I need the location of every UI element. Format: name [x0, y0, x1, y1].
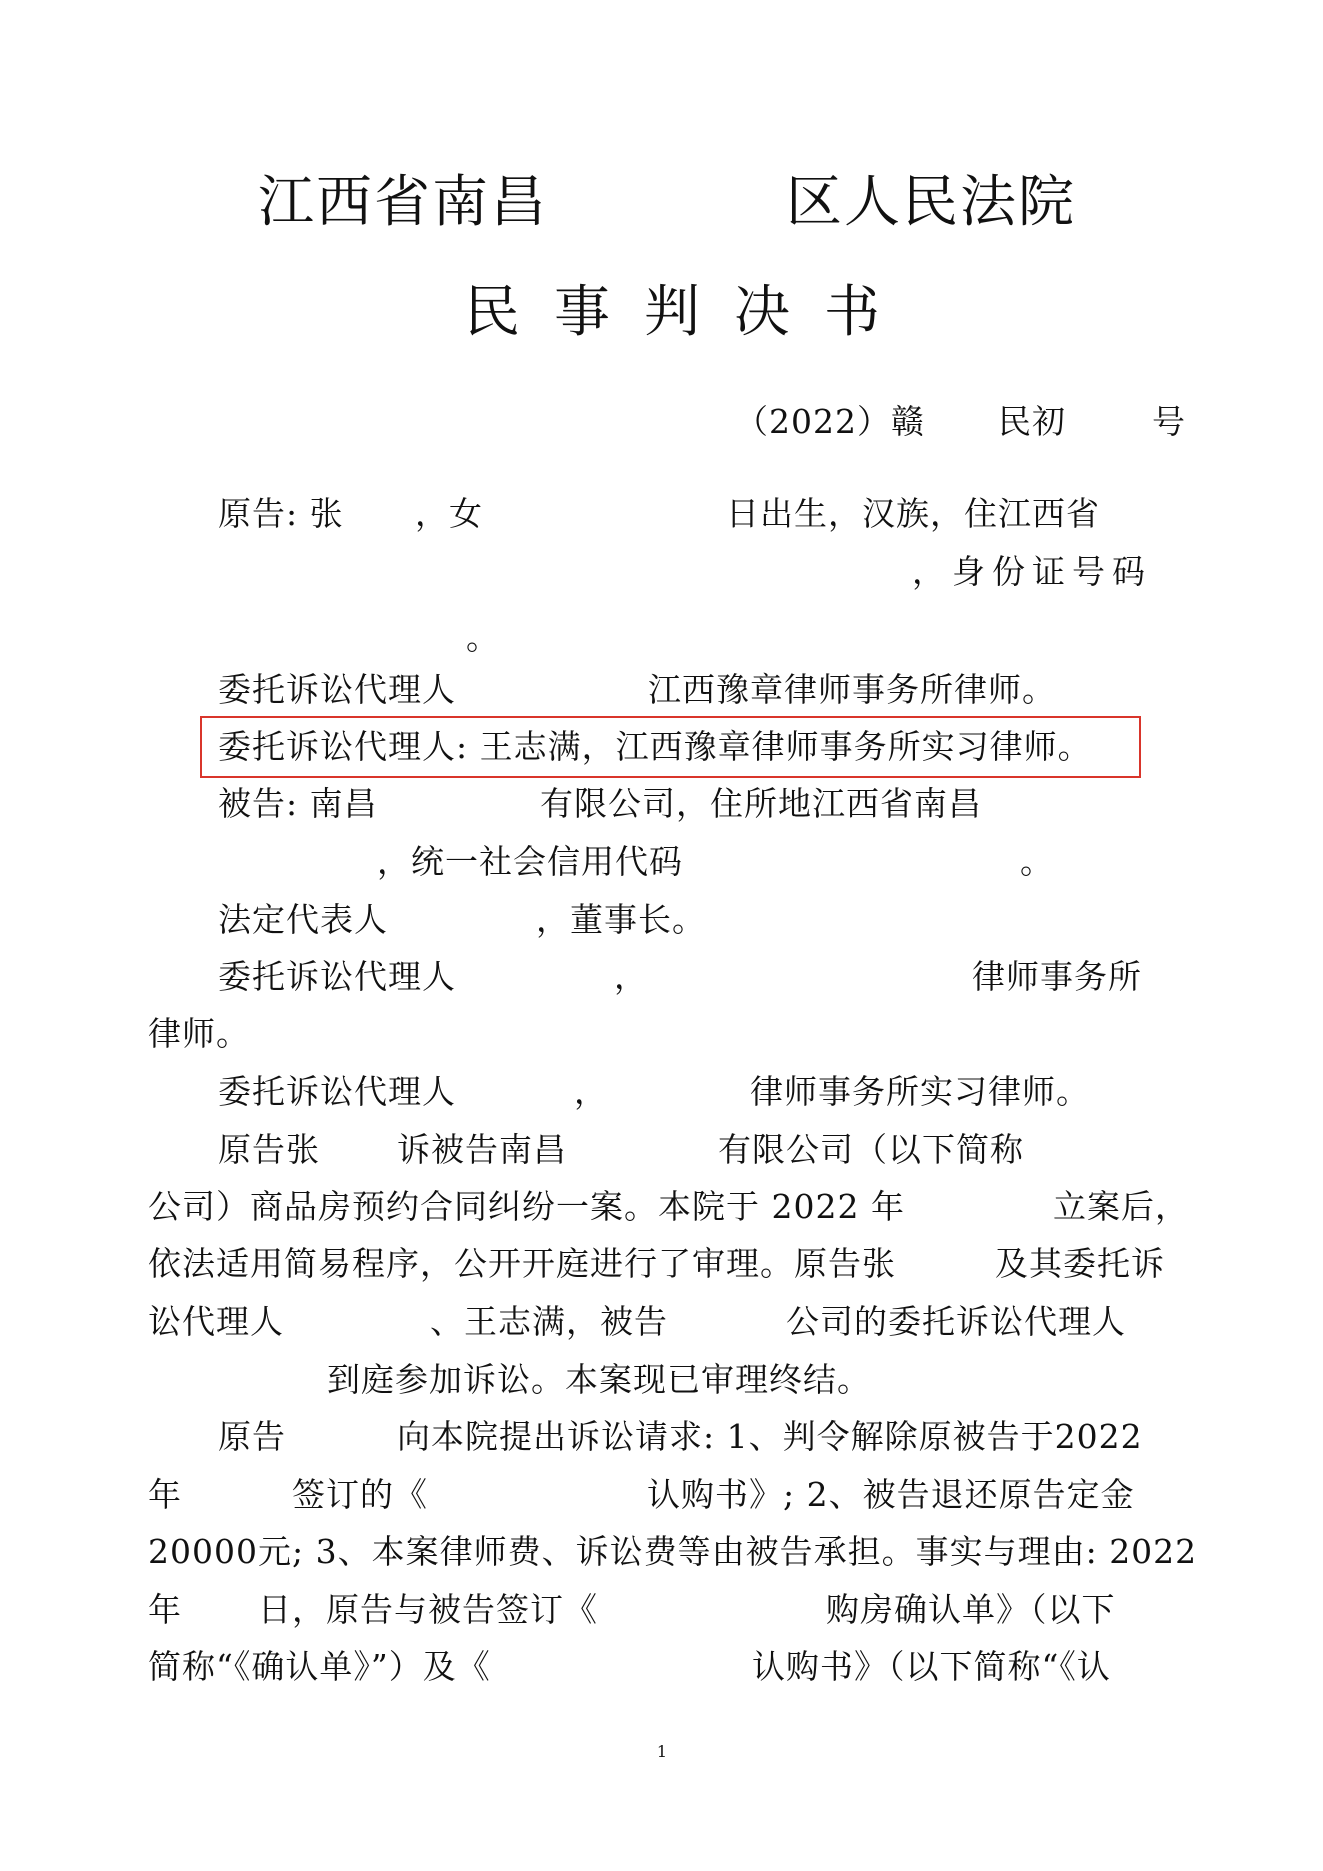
narrative-line-3a: 依法适用简易程序，公开开庭进行了审理。原告张 [148, 1244, 896, 1283]
document-type-title: 民事判决书 [464, 280, 914, 345]
court-name-part1: 江西省南昌 [258, 170, 548, 235]
narrative-line-2a: 公司）商品房预约合同纠纷一案。本院于 2022 年 [148, 1187, 905, 1226]
plaintiff-agent-2: 委托诉讼代理人: 王志满，江西豫章律师事务所实习律师。 [218, 727, 1092, 766]
defendant-agent-1-firm: 律师事务所 [972, 957, 1142, 996]
claims-line-4b: 日，原告与被告签订《 [258, 1590, 598, 1629]
plaintiff-agent-1-firm: 江西豫章律师事务所律师。 [648, 670, 1056, 709]
plaintiff-label: 原告: 张 [218, 494, 344, 533]
defendant-company-address: 有限公司，住所地江西省南昌 [540, 784, 982, 823]
case-number-suffix: 号 [1152, 402, 1186, 441]
narrative-line-1c: 有限公司（以下简称 [718, 1130, 1024, 1169]
plaintiff-birth-address: 日出生，汉族，住江西省 [726, 494, 1100, 533]
case-number-type: 民初 [998, 402, 1066, 441]
defendant-agent-2-comma: ， [574, 1072, 608, 1111]
defendant-label: 被告: 南昌 [218, 784, 378, 823]
claims-line-4a: 年 [148, 1590, 182, 1629]
legal-rep-title: ，董事长。 [536, 900, 706, 939]
plaintiff-agent-1-label: 委托诉讼代理人 [218, 670, 456, 709]
claims-line-1a: 原告 [218, 1417, 286, 1456]
narrative-line-1b: 诉被告南昌 [397, 1130, 567, 1169]
claims-line-5a: 简称“《确认单》”）及《 [148, 1647, 491, 1686]
claims-line-1b: 向本院提出诉讼请求: 1、判令解除原被告于2022 [397, 1417, 1143, 1456]
plaintiff-id-label: ，身份证号码 [912, 552, 1152, 591]
claims-line-2c: 认购书》; 2、被告退还原告定金 [647, 1475, 1135, 1514]
defendant-agent-1-comma: ， [614, 957, 648, 996]
narrative-line-3b: 及其委托诉 [995, 1244, 1165, 1283]
defendant-agent-2-label: 委托诉讼代理人 [218, 1072, 456, 1111]
claims-line-5b: 认购书》（以下简称“《认 [752, 1647, 1111, 1686]
claims-line-2b: 签订的《 [292, 1475, 428, 1514]
claims-line-4c: 购房确认单》（以下 [826, 1590, 1116, 1629]
plaintiff-id-end: 。 [466, 618, 500, 657]
narrative-line-1a: 原告张 [218, 1130, 320, 1169]
narrative-line-5: 到庭参加诉讼。本案现已审理终结。 [327, 1360, 871, 1399]
defendant-agent-1-title: 律师。 [148, 1014, 250, 1053]
defendant-credit-code-label: ，统一社会信用代码 [377, 842, 683, 881]
claims-line-3: 20000元; 3、本案律师费、诉讼费等由被告承担。事实与理由: 2022 [148, 1532, 1198, 1571]
narrative-line-4c: 公司的委托诉讼代理人 [786, 1302, 1126, 1341]
defendant-agent-2-firm: 律师事务所实习律师。 [750, 1072, 1090, 1111]
legal-rep-label: 法定代表人 [218, 900, 388, 939]
narrative-line-4b: 、王志满，被告 [430, 1302, 668, 1341]
case-number-year: （2022）赣 [735, 402, 925, 441]
defendant-agent-1-label: 委托诉讼代理人 [218, 957, 456, 996]
page-number: 1 [656, 1742, 668, 1761]
plaintiff-gender: ，女 [415, 494, 483, 533]
defendant-credit-code-end: 。 [1020, 842, 1054, 881]
narrative-line-4a: 讼代理人 [148, 1302, 284, 1341]
court-name-part2: 区人民法院 [786, 170, 1076, 235]
narrative-line-2b: 立案后， [1053, 1187, 1189, 1226]
claims-line-2a: 年 [148, 1475, 182, 1514]
